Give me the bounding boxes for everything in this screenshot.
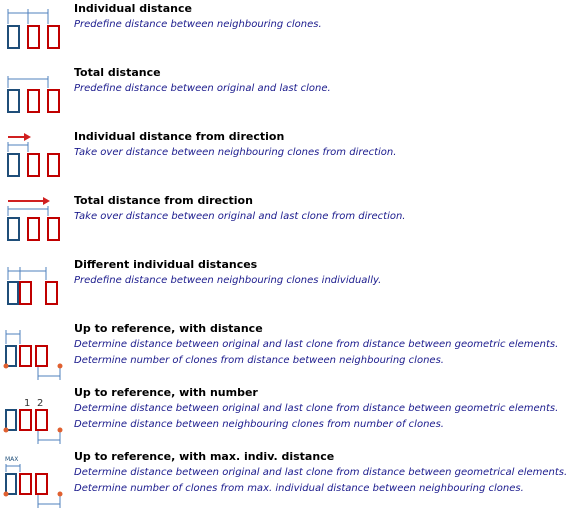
option-total-distance[interactable] <box>0 64 573 128</box>
reference-max-distance-icon <box>0 448 66 512</box>
option-description: Determine distance between original and last clone from distance between geometrical elements. <box>74 467 568 478</box>
option-title: Up to reference, with number <box>74 386 258 399</box>
option-description: Take over distance between neighbouring clones from direction. <box>74 147 397 158</box>
option-title: Total distance from direction <box>74 194 253 207</box>
option-description: Determine number of clones from distance between neighbouring clones. <box>74 355 444 366</box>
option-description: Determine distance between original and last clone from distance between geometric elements. <box>74 403 559 414</box>
reference-with-distance-icon <box>0 320 66 384</box>
icon-label-max: MAX <box>5 456 19 463</box>
option-different-individual-distances[interactable] <box>0 256 573 320</box>
option-description: Determine distance between neighbouring clones from number of clones. <box>74 419 444 430</box>
option-description: Predefine distance between neighbouring clones individually. <box>74 275 382 286</box>
total-distance-direction-icon <box>0 192 66 256</box>
individual-distance-icon <box>0 0 66 64</box>
total-distance-icon <box>0 64 66 128</box>
option-description: Predefine distance between original and last clone. <box>74 83 331 94</box>
option-title: Total distance <box>74 66 161 79</box>
option-reference-max-distance[interactable] <box>0 448 573 512</box>
option-reference-with-number[interactable] <box>0 384 573 448</box>
option-description: Determine distance between original and last clone from distance between geometric elements. <box>74 339 559 350</box>
option-title: Up to reference, with distance <box>74 322 263 335</box>
option-title: Different individual distances <box>74 258 258 271</box>
icon-label-two: 2 <box>37 398 44 409</box>
option-individual-distance-direction[interactable] <box>0 128 573 192</box>
individual-distance-direction-icon <box>0 128 66 192</box>
icon-label-one: 1 <box>24 398 31 409</box>
option-description: Take over distance between original and last clone from direction. <box>74 211 406 222</box>
option-total-distance-direction[interactable] <box>0 192 573 256</box>
option-description: Determine number of clones from max. individual distance between neighbouring clones. <box>74 483 524 494</box>
option-description: Predefine distance between neighbouring clones. <box>74 19 322 30</box>
reference-with-number-icon <box>0 384 66 448</box>
option-reference-with-distance[interactable] <box>0 320 573 384</box>
option-individual-distance[interactable] <box>0 0 573 64</box>
option-title: Individual distance from direction <box>74 130 285 143</box>
option-title: Up to reference, with max. indiv. distance <box>74 450 335 463</box>
option-title: Individual distance <box>74 2 192 15</box>
different-individual-distances-icon <box>0 256 66 320</box>
